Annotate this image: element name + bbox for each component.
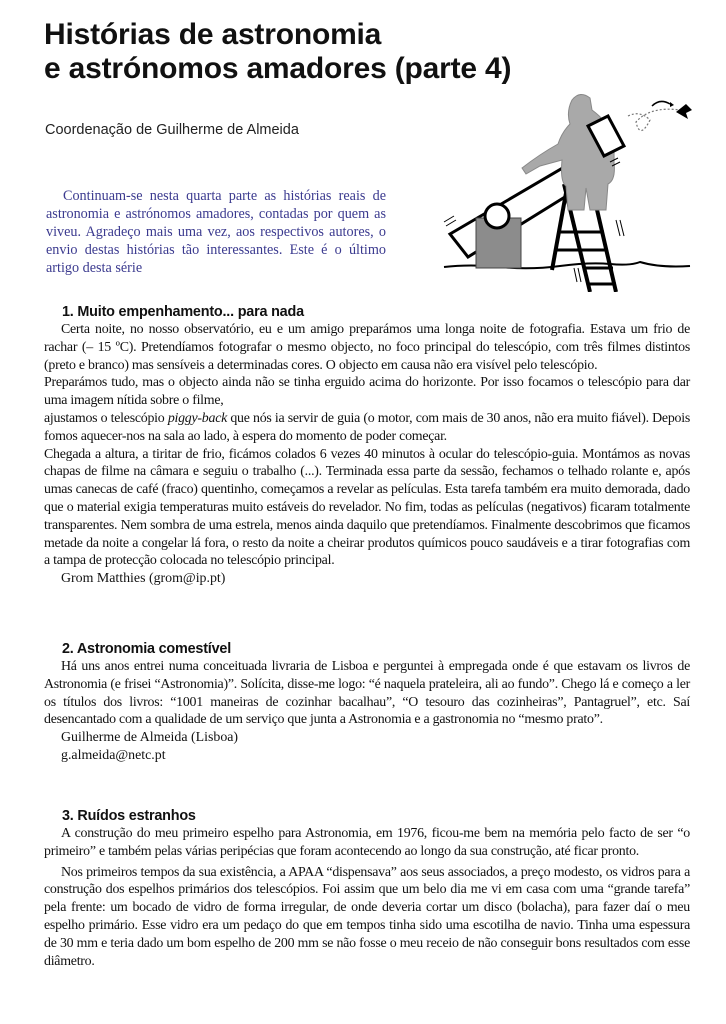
title-line-2: e astrónomos amadores (parte 4): [44, 52, 512, 85]
story-1: [44, 304, 690, 588]
intro-paragraph: Continuam-se nesta quarta parte as histórias reais de astronomia e astrónomos amadores, contadas por quem as viveu. Agradeço mais uma vez, aos respectivos autores, o envio destas histórias tão interessantes. Este é o último artigo desta série: [46, 188, 386, 276]
astronomer-cartoon-illustration: [440, 92, 700, 292]
section-heading-2: 2. Astronomia comestível: [62, 641, 232, 657]
paragraph: A construção do meu primeiro espelho para Astronomia, em 1976, ficou-me bem na memória pelo facto de ser “o primeiro” e também pelas várias peripécias que foram acontecendo ao longo da sua construção, até ficar pronto.: [44, 826, 690, 859]
section-heading-3: 3. Ruídos estranhos: [62, 808, 196, 824]
story-2: [44, 641, 690, 765]
text-run: que nós ia servir de guia (o motor, com mais de 30 anos, não era muito fiável). Depois fomos aquecer-nos na sala ao lado, à espera do momento de poder começar.: [44, 410, 690, 444]
paragraph: Nos primeiros tempos da sua existência, a APAA “dispensava” aos seus associados, a preço modesto, os vidros para a construção dos espelhos primários dos telescópios. Foi assim que um belo dia me vi em casa com uma “grande tarefa” pela frente: um bocado de vidro de forma irregular, de onde deveria cortar um disco (bolacha), para fazer daí o meu espelho primário. Esse vidro era um pedaço do que em tempos tinha sido uma escotilha de navio. Tinha uma espessura de 30 mm e teria dado um bom espelho de 200 mm se não fosse o meu receio de não conseguir bons resultados com esse diâmetro.: [44, 864, 690, 969]
story-3: [44, 808, 690, 970]
italic-term: piggy-back: [167, 410, 228, 426]
text-run: ajustamos o telescópio: [44, 410, 168, 426]
paragraph: Preparámos tudo, mas o objecto ainda não se tinha erguido acima do horizonte. Por isso focamos o telescópio para dar uma imagem nítida sobre o filme,: [44, 375, 690, 409]
section-heading-1: 1. Muito empenhamento... para nada: [62, 304, 304, 320]
article-title: [44, 18, 511, 86]
byline: Coordenação de Guilherme de Almeida: [45, 122, 299, 138]
paragraph: Chegada a altura, a tiritar de frio, ficámos colados 6 vezes 40 minutos à ocular do telescópio-guia. Montámos as novas chapas de filme na câmara e seguiu o trabalho (...). Terminada essa parte da sessão, fechamos o telhado rolante e, após umas canecas de café (fraco) quentinho, começamos a revelar as películas. Esta tarefa também era muito demorada, dado que o material exigia temperaturas muito estáveis do revelador. No fim, todas as películas (negativos) ficaram totalmente transparentes. Nem sombra de uma estrela, menos ainda daquilo que pretendíamos. Finalmente descobrimos que ficamos metade da noite a congelar lá fora, o resto da noite a cheirar produtos químicos pouco saudáveis e a tirar fotografias com a tampa de protecção colocada no telescópio principal.: [44, 446, 690, 569]
author-email: g.almeida@netc.pt: [61, 747, 166, 763]
title-line-1: Histórias de astronomia: [44, 18, 382, 51]
author-signature: Guilherme de Almeida (Lisboa): [61, 730, 239, 746]
author-signature: Grom Matthies (grom@ip.pt): [61, 571, 226, 587]
paragraph: [44, 410, 690, 446]
paragraph: Há uns anos entrei numa conceituada livraria de Lisboa e perguntei à empregada onde é que estavam os livros de Astronomia (e frisei “Astronomia)”. Solícita, disse-me logo: “é naquela prateleira, ali ao fundo”. Chego lá e começo a ler os títulos dos livros: “1001 maneiras de cozinhar bacalhau”, “O tesouro das cozinheiras”, Pantagruel”, etc. Saí desencantado com a qualidade de um serviço que junta a Astronomia e a gastronomia no “mesmo prato”.: [44, 659, 690, 728]
paragraph: Certa noite, no nosso observatório, eu e um amigo preparámos uma longa noite de fotografia. Estava um frio de rachar (– 15 ºC). Pretendíamos fotografar o mesmo objecto, no foco principal do telescópio, com três filmes distintos (preto e branco) mas sensíveis a determinadas cores. O objecto em causa não era visível pelo telescópio.: [44, 322, 690, 373]
